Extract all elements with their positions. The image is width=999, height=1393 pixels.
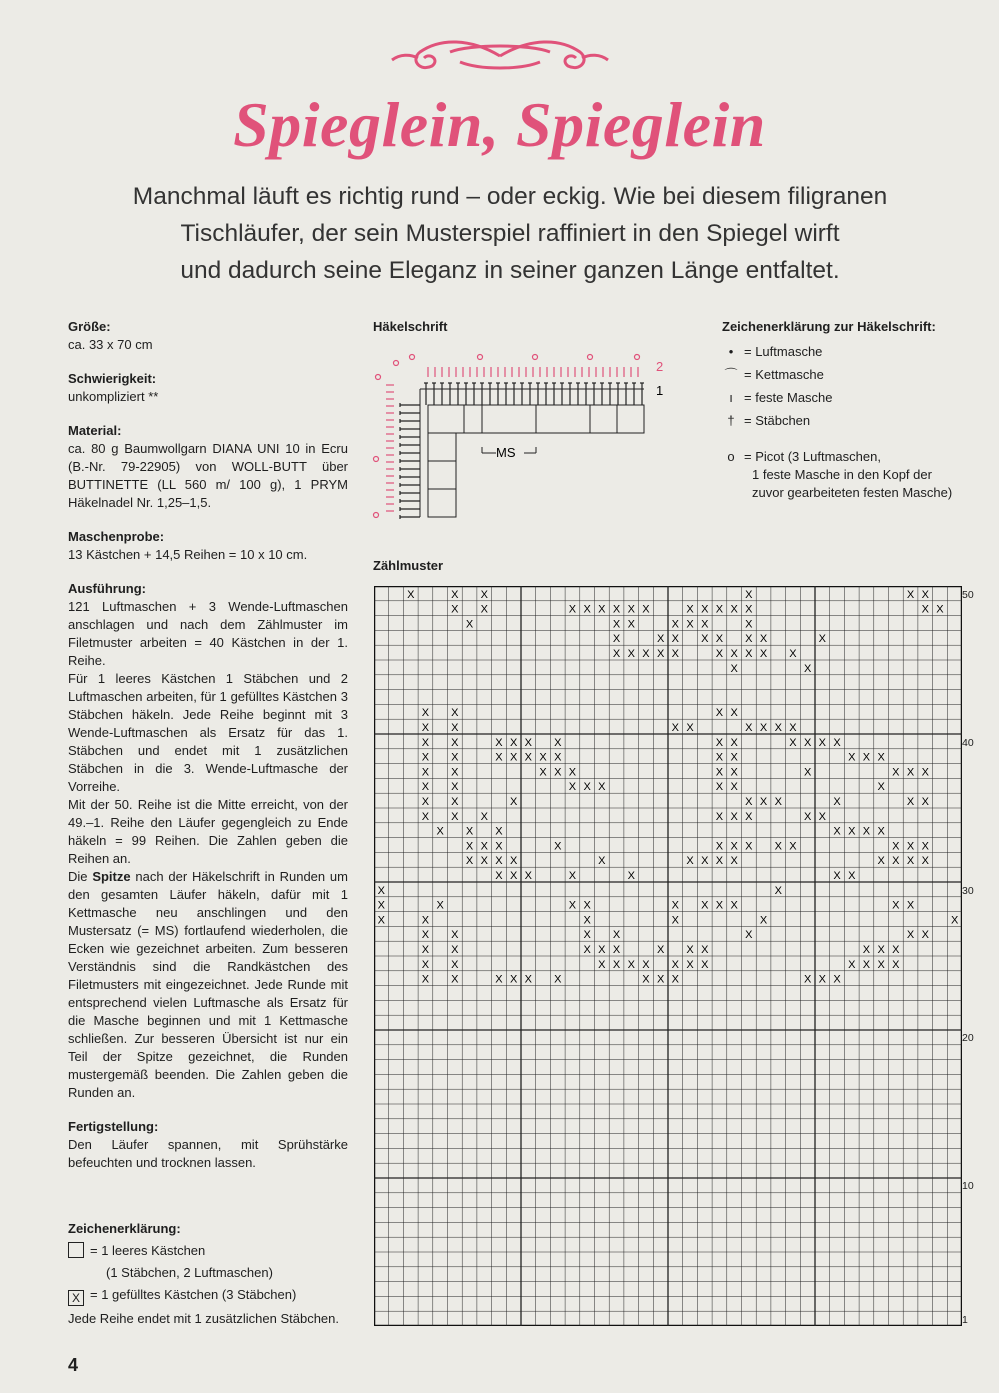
- filled-cell: X: [451, 929, 459, 942]
- filled-cell: X: [612, 648, 621, 660]
- filled-cell: X: [730, 648, 738, 660]
- filled-cell: X: [818, 973, 827, 986]
- round-1-label: 1: [656, 383, 664, 398]
- gauge-text: 13 Kästchen + 14,5 Reihen = 10 x 10 cm.: [68, 547, 308, 562]
- filled-cell: X: [627, 958, 635, 971]
- filled-cell: X: [848, 825, 856, 838]
- filled-cell: X: [377, 914, 386, 927]
- filled-cell: X: [730, 662, 738, 675]
- legend-item: [722, 412, 810, 430]
- instructions-column: [68, 318, 348, 1328]
- filled-cell: X: [701, 603, 709, 616]
- filled-cell: X: [568, 766, 577, 779]
- filled-cell: X: [554, 736, 562, 749]
- filled-cell: X: [421, 929, 430, 942]
- filled-cell: X: [730, 707, 738, 720]
- filled-cell: X: [877, 825, 885, 838]
- row-label-10: 10: [962, 1180, 974, 1192]
- material-heading: Material:: [68, 423, 122, 438]
- filled-cell: X: [451, 944, 459, 956]
- filled-cell: X: [612, 618, 621, 631]
- key-row-end: Jede Reihe endet mit 1 zusätzlichen Stäbchen.: [68, 1311, 340, 1326]
- gauge-heading: Maschenprobe:: [68, 529, 165, 544]
- filled-cell: X: [686, 855, 694, 868]
- filled-cell: X: [745, 840, 753, 853]
- filled-cell: X: [686, 958, 694, 971]
- filled-cell: X: [759, 648, 768, 660]
- filled-cell: X: [921, 603, 929, 616]
- filled-cell: X: [701, 855, 709, 868]
- filled-cell: X: [451, 958, 459, 971]
- filled-cell: X: [480, 840, 488, 853]
- filled-cell: X: [730, 810, 738, 823]
- filled-cell: X: [671, 618, 680, 631]
- filled-cell: X: [803, 766, 812, 779]
- text-span: nach der Häkelschrift in Runden um den gesamten Läufer häkeln, dafür mit 1 Kettmasche neu anschlingen und den Mustersatz (= MS) fortlaufend wiederholen, die Ecken wie gezeichnet arbeiten. Zum besseren Verständnis sind die Randkästchen des Filetmusters mit eingezeichnet. Jede Runde mit entsprechend vielen Luftmasche als Ersatz für die Masche beginnen und mit 1 Kettmasche schließen. Zur besseren Übersicht ist nur ein Teil der Spitze gezeichnet, die Runden mustergemäß beenden. Die Zahlen geben die Runden an.: [68, 869, 348, 1100]
- size-heading: Größe:: [68, 319, 111, 334]
- filled-cell: X: [906, 855, 915, 868]
- double-crochet-icon: †: [727, 413, 735, 428]
- filled-cell: X: [686, 618, 694, 631]
- filled-cell: X: [421, 796, 430, 808]
- filled-cell: X: [656, 944, 665, 956]
- legend-text: = Picot (3 Luftmaschen,: [744, 449, 881, 464]
- filled-cell: X: [671, 633, 680, 646]
- execution-text-1: 121 Luftmaschen + 3 Wende-Luftmaschen anschlagen und nach dem Zählmuster im Filetmuster arbeiten = 40 Kästchen in der 1. Reihe.: [68, 599, 348, 668]
- filled-cell: X: [701, 618, 709, 631]
- filled-cell: X: [715, 603, 724, 616]
- finishing-heading: Fertigstellung:: [68, 1119, 159, 1134]
- legend-text: zuvor gearbeiteten festen Masche): [752, 485, 953, 500]
- filled-cell: X: [539, 751, 547, 764]
- filled-cell: X: [745, 588, 753, 601]
- intro-line: und dadurch seine Eleganz in seiner ganzen Länge entfaltet.: [180, 257, 840, 284]
- filled-cell: X: [627, 648, 635, 660]
- filled-cell: X: [906, 899, 915, 912]
- filled-cell: X: [627, 603, 635, 616]
- filled-cell: X: [642, 648, 650, 660]
- filled-cell: X: [730, 751, 738, 764]
- filled-cell: X: [495, 825, 503, 838]
- filled-cell: X: [554, 973, 562, 986]
- filled-cell: X: [745, 603, 753, 616]
- filled-cell: X: [862, 944, 871, 956]
- legend-text: = Luftmasche: [744, 344, 823, 359]
- filled-cell: X: [818, 736, 827, 749]
- filled-cell: X: [892, 840, 900, 853]
- filled-cell: X: [568, 870, 577, 882]
- edge-term: Spitze: [92, 869, 131, 884]
- row-label-1: 1: [962, 1314, 968, 1326]
- filled-cell: X: [686, 944, 694, 956]
- filled-cell: X: [921, 929, 929, 942]
- size-text: ca. 33 x 70 cm: [68, 337, 153, 352]
- filled-cell: X: [906, 796, 915, 808]
- filled-cell: X: [583, 899, 591, 912]
- filled-cell: X: [377, 884, 386, 897]
- key-filled: [68, 1286, 348, 1306]
- count-chart-grid: [374, 586, 962, 1326]
- filled-cell: X: [715, 751, 724, 764]
- legend-item: [722, 343, 822, 361]
- filled-cell: X: [774, 884, 782, 897]
- filled-cell: X: [451, 766, 459, 779]
- row-label-50: 50: [962, 589, 974, 601]
- ms-label: MS: [496, 445, 516, 460]
- filled-cell: X: [686, 722, 694, 734]
- filled-cell: X: [730, 603, 738, 616]
- filled-cell: X: [495, 840, 503, 853]
- legend-item: [722, 366, 824, 384]
- filled-cell: X: [848, 751, 856, 764]
- text-span: Die: [68, 869, 93, 884]
- legend-title: Zeichenerklärung zur Häkelschrift:: [722, 319, 936, 334]
- filled-cell: X: [715, 781, 724, 794]
- filled-cell: X: [598, 958, 606, 971]
- filled-cell: X: [745, 648, 753, 660]
- filled-cell: X: [480, 603, 488, 616]
- filled-cell: X: [862, 958, 871, 971]
- filled-cell: X: [877, 855, 885, 868]
- filled-cell: X: [921, 840, 929, 853]
- filled-cell: X: [524, 736, 533, 749]
- filled-cell: X: [936, 603, 944, 616]
- intro-line: Manchmal läuft es richtig rund – oder eckig. Wie bei diesem filigranen: [132, 183, 888, 210]
- filled-cell: X: [583, 603, 591, 616]
- count-chart-title: Zählmuster: [373, 558, 444, 573]
- filled-cell: X: [818, 810, 827, 823]
- filled-cell: X: [509, 736, 518, 749]
- filled-cell: X: [906, 929, 915, 942]
- filled-cell: X: [612, 944, 621, 956]
- filled-cell: X: [877, 751, 885, 764]
- material-text: ca. 80 g Baumwollgarn DIANA UNI 10 in Ecru (B.-Nr. 79-22905) von WOLL-BUTT über BUTTINETTE (LL 560 m/ 100 g), 1 PRYM Häkelnadel Nr. 1,25–1,5.: [68, 441, 348, 510]
- filled-cell: X: [583, 781, 591, 794]
- filled-cell: X: [421, 707, 430, 720]
- filled-cell: X: [671, 958, 680, 971]
- filled-cell: X: [583, 929, 591, 942]
- filled-cell: X: [892, 944, 900, 956]
- key-empty-text: = 1 leeres Kästchen: [90, 1243, 206, 1258]
- filled-cell: X: [407, 588, 415, 601]
- filled-cell: X: [524, 973, 533, 986]
- round-2-label: 2: [656, 359, 664, 374]
- filled-cell: X: [671, 914, 680, 927]
- filled-cell: X: [539, 766, 547, 779]
- filled-cell: X: [789, 840, 797, 853]
- filled-cell: X: [745, 929, 753, 942]
- legend-item: [722, 448, 881, 466]
- filled-cell: X: [568, 781, 577, 794]
- filled-cell: X: [509, 973, 518, 986]
- filled-cell: X: [745, 810, 753, 823]
- filled-cell: X: [906, 766, 915, 779]
- filled-cell: X: [686, 603, 694, 616]
- filled-cell: X: [627, 870, 635, 882]
- filled-cell: X: [892, 766, 900, 779]
- legend-text: = Stäbchen: [744, 413, 811, 428]
- filled-cell: X: [921, 588, 929, 601]
- filled-cell: X: [421, 914, 430, 927]
- filled-cell: X: [451, 973, 459, 986]
- filled-cell: X: [480, 810, 488, 823]
- filled-cell: X: [950, 914, 959, 927]
- filled-cell: X: [745, 722, 753, 734]
- filled-cell: X: [568, 899, 577, 912]
- legend-text: = feste Masche: [744, 390, 833, 405]
- filled-cell: X: [892, 958, 900, 971]
- filled-cell: X: [656, 633, 665, 646]
- filled-cell: X: [774, 796, 782, 808]
- filled-cell: X: [833, 736, 841, 749]
- filled-cell: X: [451, 736, 459, 749]
- filled-cell: X: [921, 796, 929, 808]
- filled-cell: X: [759, 633, 768, 646]
- row-label-30: 30: [962, 885, 974, 897]
- filled-cell: X: [789, 736, 797, 749]
- page-title: Spieglein, Spieglein: [233, 89, 766, 160]
- filled-cell: X: [554, 840, 562, 853]
- filled-cell: X: [421, 944, 430, 956]
- filled-cell: X: [612, 603, 621, 616]
- filled-cell: X: [759, 914, 768, 927]
- filled-cell: X: [583, 914, 591, 927]
- key-heading: Zeichenerklärung:: [68, 1221, 181, 1236]
- single-crochet-icon: ı: [729, 390, 733, 405]
- slip-stitch-icon: ⌒: [724, 367, 738, 382]
- filled-cell: X: [803, 810, 812, 823]
- filled-cell: X: [451, 810, 459, 823]
- filled-cell: X: [818, 633, 827, 646]
- filled-cell: X: [598, 603, 606, 616]
- empty-box-icon: [68, 1242, 84, 1258]
- filled-cell: X: [598, 855, 606, 868]
- legend-text: = Kettmasche: [744, 367, 824, 382]
- filled-cell: X: [715, 707, 724, 720]
- filled-cell: X: [656, 648, 665, 660]
- filled-cell: X: [598, 781, 606, 794]
- filled-cell: X: [848, 870, 856, 882]
- filled-cell: X: [642, 603, 650, 616]
- filled-cell: X: [421, 958, 430, 971]
- execution-heading: Ausführung:: [68, 581, 146, 596]
- filled-cell: X: [833, 825, 841, 838]
- crochet-chart-title: Häkelschrift: [373, 319, 448, 334]
- filled-cell: X: [451, 796, 459, 808]
- filled-cell: X: [612, 633, 621, 646]
- chain-stitch-icon: •: [728, 344, 734, 359]
- crochet-chart: [360, 345, 680, 525]
- filled-cell: X: [554, 766, 562, 779]
- intro-text: [60, 178, 960, 289]
- filled-cell: X: [730, 766, 738, 779]
- filled-cell: X: [421, 973, 430, 986]
- filled-cell: X: [598, 944, 606, 956]
- filled-cell: X: [730, 736, 738, 749]
- filled-cell: X: [715, 855, 724, 868]
- filled-cell: X: [671, 722, 680, 734]
- filled-cell: X: [892, 855, 900, 868]
- filled-cell: X: [701, 633, 709, 646]
- filled-cell: X: [803, 973, 812, 986]
- filled-cell: X: [715, 766, 724, 779]
- filled-cell: X: [421, 722, 430, 734]
- legend-item: [722, 389, 833, 407]
- filled-cell: X: [377, 899, 386, 912]
- filled-cell: X: [421, 766, 430, 779]
- filled-cell: X: [848, 958, 856, 971]
- filled-cell: X: [642, 973, 650, 986]
- filled-cell: X: [583, 944, 591, 956]
- filled-cell: X: [465, 855, 474, 868]
- filled-cell: X: [465, 825, 474, 838]
- filled-cell: X: [495, 870, 503, 882]
- filled-cell: X: [509, 870, 518, 882]
- filled-cell: X: [906, 840, 915, 853]
- filled-cell: X: [833, 796, 841, 808]
- filled-cell: X: [862, 751, 871, 764]
- filled-cell: X: [877, 944, 885, 956]
- filled-cell: X: [509, 796, 518, 808]
- filled-cell: X: [465, 840, 474, 853]
- filled-cell: X: [451, 722, 459, 734]
- filled-cell: X: [671, 973, 680, 986]
- filled-cell: X: [524, 751, 533, 764]
- filled-cell: X: [495, 751, 503, 764]
- filled-cell: X: [656, 973, 665, 986]
- filled-cell: X: [436, 825, 444, 838]
- filled-cell: X: [701, 944, 709, 956]
- filled-cell: X: [715, 810, 724, 823]
- filled-cell: X: [730, 855, 738, 868]
- filled-cell: X: [730, 781, 738, 794]
- filled-cell: X: [833, 973, 841, 986]
- page-number: 4: [68, 1355, 79, 1375]
- filled-cell: X: [480, 588, 488, 601]
- filled-cell: X: [745, 796, 753, 808]
- filled-cell: X: [451, 588, 459, 601]
- filled-cell: X: [421, 781, 430, 794]
- filled-cell: X: [715, 899, 724, 912]
- filled-cell: X: [701, 899, 709, 912]
- filled-cell: X: [745, 618, 753, 631]
- key-empty-detail: (1 Stäbchen, 2 Luftmaschen): [106, 1265, 273, 1280]
- filled-cell: X: [642, 958, 650, 971]
- filled-cell: X: [436, 899, 444, 912]
- filled-box-icon: X: [68, 1290, 84, 1306]
- filled-cell: X: [833, 870, 841, 882]
- filled-cell: X: [803, 736, 812, 749]
- execution-text-4: [68, 868, 348, 1102]
- picot-icon: o: [727, 449, 735, 464]
- filled-cell: X: [701, 958, 709, 971]
- filled-cell: X: [774, 840, 782, 853]
- filled-cell: X: [730, 899, 738, 912]
- filled-cell: X: [451, 751, 459, 764]
- key-empty: [68, 1242, 348, 1260]
- filled-cell: X: [495, 973, 503, 986]
- filled-cell: X: [892, 899, 900, 912]
- row-label-40: 40: [962, 737, 974, 749]
- filled-cell: X: [789, 722, 797, 734]
- filled-cell: X: [421, 736, 430, 749]
- filled-cell: X: [774, 722, 782, 734]
- filled-cell: X: [495, 736, 503, 749]
- filled-cell: X: [730, 840, 738, 853]
- filled-cell: X: [921, 766, 929, 779]
- legend-text: 1 feste Masche in den Kopf der: [752, 467, 932, 482]
- filled-cell: X: [862, 825, 871, 838]
- filled-cell: X: [554, 751, 562, 764]
- legend-item: [752, 466, 932, 484]
- filled-cell: X: [509, 855, 518, 868]
- filled-cell: X: [421, 810, 430, 823]
- finishing-text: Den Läufer spannen, mit Sprühstärke befeuchten und trocknen lassen.: [68, 1137, 348, 1170]
- legend-item: [752, 484, 952, 502]
- filled-cell: X: [789, 648, 797, 660]
- filled-cell: X: [480, 855, 488, 868]
- title-ornament: [390, 30, 610, 82]
- filled-cell: X: [524, 870, 533, 882]
- filled-cell: X: [715, 736, 724, 749]
- filled-cell: X: [921, 855, 929, 868]
- filled-cell: X: [612, 929, 621, 942]
- filled-cell: X: [421, 751, 430, 764]
- filled-cell: X: [451, 707, 459, 720]
- difficulty-heading: Schwierigkeit:: [68, 371, 157, 386]
- filled-cell: X: [715, 840, 724, 853]
- filled-cell: X: [612, 958, 621, 971]
- filled-cell: X: [906, 588, 915, 601]
- filled-cell: X: [465, 618, 474, 631]
- filled-cell: X: [715, 633, 724, 646]
- filled-cell: X: [803, 662, 812, 675]
- filled-cell: X: [877, 958, 885, 971]
- filled-cell: X: [509, 751, 518, 764]
- filled-cell: X: [671, 899, 680, 912]
- row-label-20: 20: [962, 1032, 974, 1044]
- execution-text-3: Mit der 50. Reihe ist die Mitte erreicht, von der 49.–1. Reihe den Läufer gegengleich zu Ende häkeln = 99 Reihen. Die Zahlen geben die Reihen an.: [68, 797, 348, 866]
- filled-cell: X: [715, 648, 724, 660]
- filled-cell: X: [451, 603, 459, 616]
- filled-cell: X: [877, 781, 885, 794]
- filled-cell: X: [745, 633, 753, 646]
- filled-cell: X: [671, 648, 680, 660]
- filled-cell: X: [568, 603, 577, 616]
- filled-cell: X: [495, 855, 503, 868]
- key-filled-text: = 1 gefülltes Kästchen (3 Stäbchen): [90, 1287, 297, 1302]
- filled-cell: X: [627, 618, 635, 631]
- filled-cell: X: [759, 722, 768, 734]
- execution-text-2: Für 1 leeres Kästchen 1 Stäbchen und 2 Luftmaschen arbeiten, für 1 gefülltes Kästchen 3 Stäbchen häkeln. Jede Reihe beginnt mit 3 Wende-Luftmaschen als Ersatz für das 1. Stäbchen und endet mit 1 zusätzlichen Stäbchen in die 3. Wende-Luftmasche der Vorreihe.: [68, 671, 348, 794]
- filled-cell: X: [451, 781, 459, 794]
- difficulty-text: unkompliziert **: [68, 389, 159, 404]
- intro-line: Tischläufer, der sein Musterspiel raffiniert in den Spiegel wirft: [180, 220, 840, 247]
- filled-cell: X: [759, 796, 768, 808]
